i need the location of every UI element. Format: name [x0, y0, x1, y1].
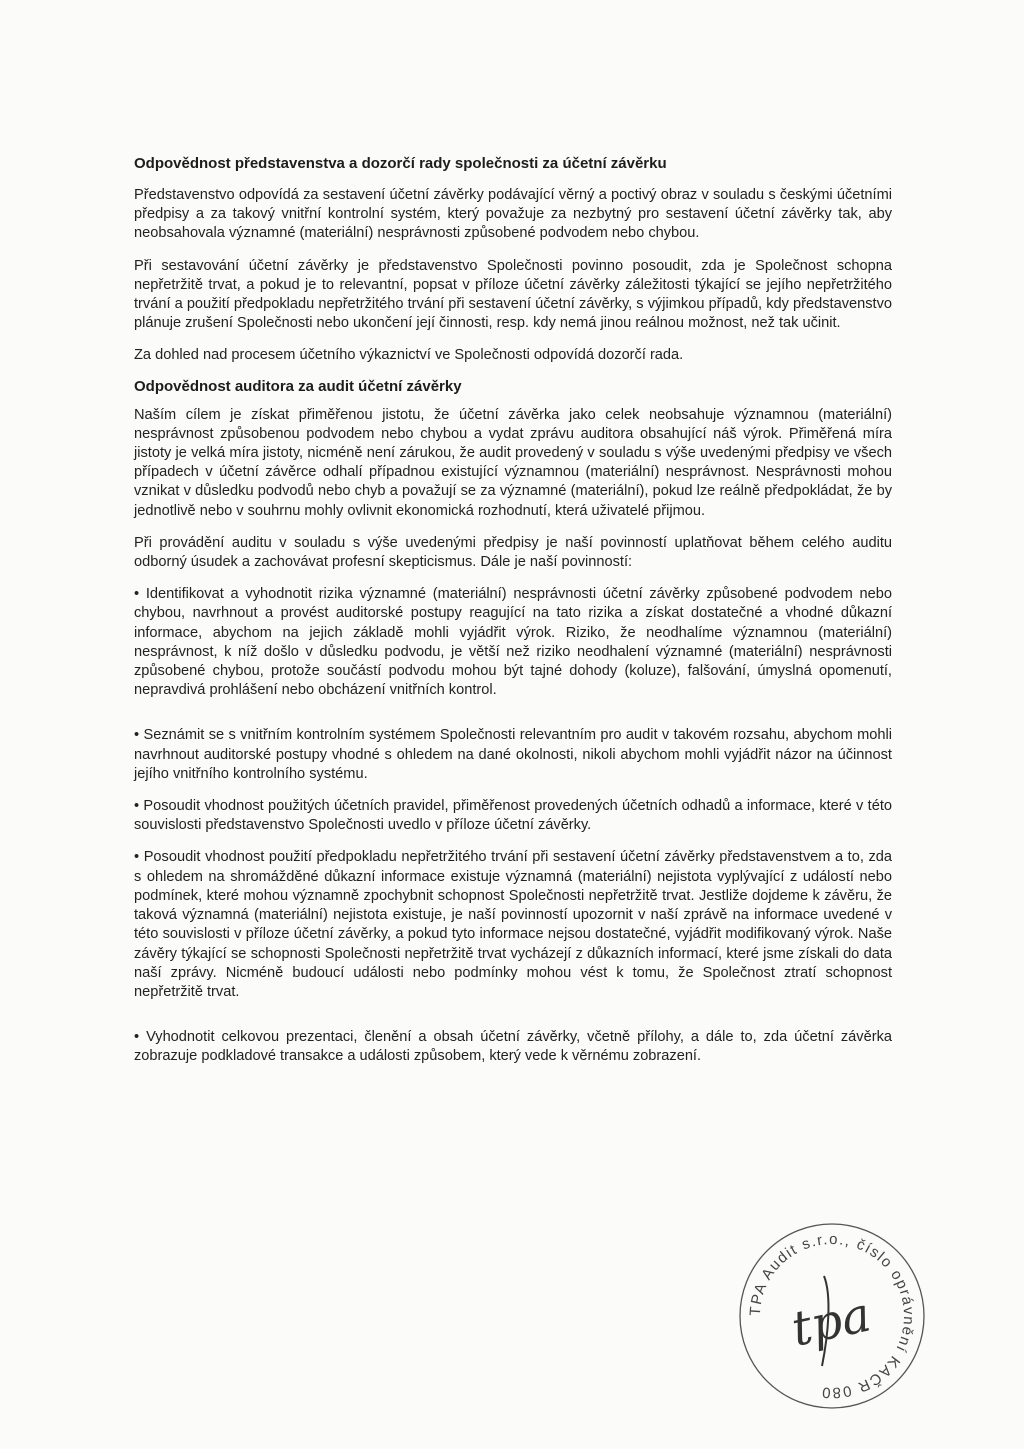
paragraph: Za dohled nad procesem účetního výkaznictví ve Společnosti odpovídá dozorčí rada. [134, 347, 684, 364]
bullet-item: • Identifikovat a vyhodnotit rizika významné (materiální) nesprávnosti účetní závěrky způsobené podvodem nebo chybou, navrhnout a provést auditorské postupy reagující na tato rizika a získat dostatečné a vhodné důkazní informace, abychom na jejich základě mohli vyjádřit výrok. Riziko, že neodhalíme významnou (materiální) nesprávnost, k níž došlo v důsledku podvodu, je větší než riziko neodhalení významné (materiální) nesprávnosti způsobené chybou, protože součástí podvodu mohou být tajné dohody (koluze), falšování, úmyslná opomenutí, nepravdivá prohlášení nebo obcházení vnitřních kontrol. [134, 586, 892, 699]
stamp-seal-icon [732, 1216, 932, 1416]
bullet-item: • Seznámit se s vnitřním kontrolním systémem Společnosti relevantním pro audit v takovém rozsahu, abychom mohli navrhnout auditorské postupy vhodné s ohledem na dané okolnosti, nikoli abychom mohli vyjádřit názor na účinnost jejího vnitřního kontrolního systému. [134, 727, 892, 782]
stamp-ring-text: TPA Audit s.r.o., číslo oprávnění KAČR 080 [746, 1230, 918, 1402]
bullet-item: • Vyhodnotit celkovou prezentaci, členění a obsah účetní závěrky, včetně přílohy, a dále to, zda účetní závěrka zobrazuje podkladové transakce a události způsobem, který vede k věrnému zobrazení. [134, 1029, 892, 1065]
paragraph: Při sestavování účetní závěrky je představenstvo Společnosti povinno posoudit, zda je Společnost schopna nepřetržitě trvat, a pokud je to relevantní, popsat v příloze účetní závěrky záležitosti týkající se jejího nepřetržitého trvání a použití předpokladu nepřetržitého trvání při sestavení účetní závěrky, s výjimkou případů, kdy představenstvo plánuje zrušení Společnosti nebo ukončení její činnosti, resp. kdy nemá jinou reálnou možnost, než tak učinit. [134, 257, 892, 332]
document-body [134, 154, 892, 1067]
auditor-stamp [732, 1216, 932, 1416]
stamp-signature: tpa [786, 1286, 876, 1358]
paragraph: Naším cílem je získat přiměřenou jistotu, že účetní závěrka jako celek neobsahuje významnou (materiální) nesprávnost způsobenou podvodem nebo chybou a vydat zprávu auditora obsahující náš výrok. Přiměřená míra jistoty je velká míra jistoty, nicméně není zárukou, že audit provedený v souladu s výše uvedenými předpisy ve všech případech v účetní závěrce odhalí případnou existující významnou (materiální) nesprávnost. Nesprávnosti mohou vznikat v důsledku podvodů nebo chyb a považují se za významné (materiální), pokud lze reálně předpokládat, že by jednotlivě nebo v souhrnu mohly ovlivnit ekonomická rozhodnutí, která uživatelé přijmou. [134, 406, 892, 519]
bullet-item: • Posoudit vhodnost použitých účetních pravidel, přiměřenost provedených účetních odhadů a informace, které v této souvislosti představenstvo Společnosti uvedlo v příloze účetní závěrky. [134, 798, 892, 834]
bullet-item: • Posoudit vhodnost použití předpokladu nepřetržitého trvání při sestavení účetní závěrky představenstvem a to, zda s ohledem na shromážděné důkazní informace existuje významná (materiální) nejistota vyplývající z událostí nebo podmínek, které mohou významně zpochybnit schopnost Společnosti nepřetržitě trvat. Jestliže dojdeme k závěru, že taková významná (materiální) nejistota existuje, je naší povinností upozornit v naší zprávě na informace uvedené v této souvislosti v příloze účetní závěrky, a pokud tyto informace nejsou dostatečné, vyjádřit modifikovaný výrok. Naše závěry týkající se schopnosti Společnosti nepřetržitě trvat vycházejí z důkazních informací, které jsme získali do data naší zprávy. Nicméně budoucí události nebo podmínky mohou vést k tomu, že Společnost ztratí schopnost nepřetržitě trvat. [134, 849, 892, 1000]
heading-board-responsibility: Odpovědnost představenstva a dozorčí rady společnosti za účetní závěrku [134, 155, 667, 172]
paragraph: Při provádění auditu v souladu s výše uvedenými předpisy je naší povinností uplatňovat během celého auditu odborný úsudek a zachovávat profesní skepticismus. Dále je naší povinností: [134, 534, 892, 571]
heading-auditor-responsibility: Odpovědnost auditora za audit účetní závěrky [134, 377, 462, 395]
paragraph: Představenstvo odpovídá za sestavení účetní závěrky podávající věrný a poctivý obraz v souladu s českými účetními předpisy a za takový vnitřní kontrolní systém, který považuje za nezbytný pro sestavení účetní závěrky tak, aby neobsahovala významné (materiální) nesprávnosti způsobené podvodem nebo chybou. [134, 187, 892, 242]
